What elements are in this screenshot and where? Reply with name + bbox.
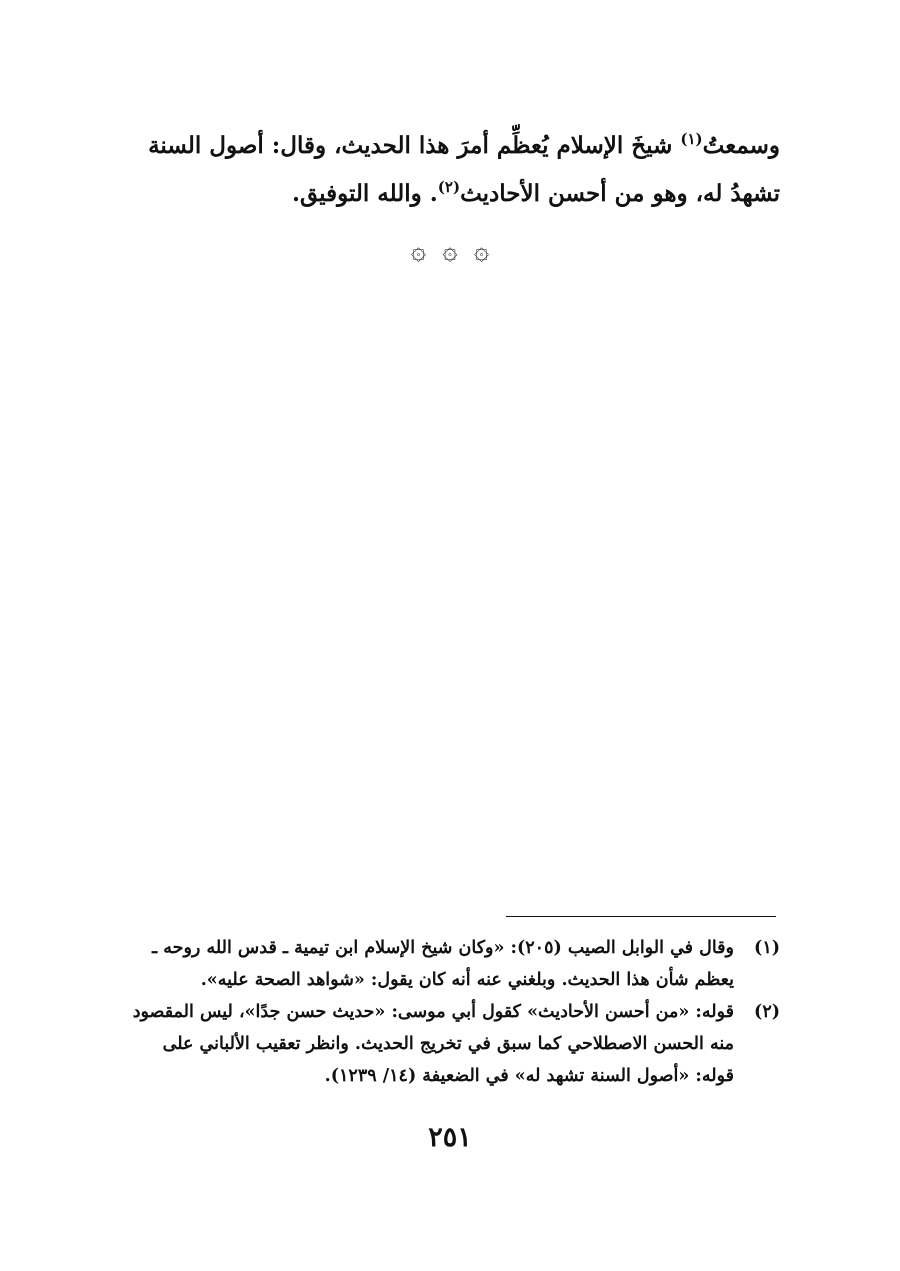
section-divider-ornaments [0, 236, 900, 266]
footnote-reference-1: (١) [680, 130, 703, 148]
main-line-2-end: . والله التوفيق. [291, 180, 438, 207]
ornament-icon: ۞ [442, 236, 458, 266]
main-line-2-start: تشهدُ له، وهو من أحسن الأحاديث [460, 180, 780, 207]
footnote-1-number: (١) [754, 938, 780, 958]
main-line-1-start: وسمعتُ [702, 132, 780, 159]
main-paragraph [112, 122, 780, 218]
main-line-1 [112, 122, 780, 170]
main-line-2 [112, 170, 780, 218]
footnote-2 [112, 996, 780, 1092]
footnotes-section [112, 932, 780, 1092]
footnote-2-number: (٢) [754, 1002, 780, 1022]
footnote-1-body [112, 932, 734, 996]
ornament-icon: ۞ [473, 236, 490, 266]
footnote-1-line-1: وقال في الوابل الصيب (٢٠٥): «وكان شيخ الإسلام ابن تيمية ـ قدس الله روحه ـ [152, 938, 734, 958]
footnote-2-line-1: قوله: «من أحسن الأحاديث» كقول أبي موسى: «حديث حسن جدًا»، ليس المقصود [132, 1002, 734, 1022]
footnote-reference-2: (٢) [437, 178, 461, 196]
footnote-2-line-2: منه الحسن الاصطلاحي كما سبق في تخريج الحديث. وانظر تعقيب الألباني على [162, 1034, 734, 1054]
footnote-separator-rule [506, 916, 776, 917]
footnote-2-body [112, 996, 734, 1092]
footnote-1 [112, 932, 780, 996]
main-line-1-end: شيخَ الإسلام يُعظِّم أمرَ هذا الحديث، وقال: أصول السنة [148, 132, 681, 159]
page-number: ٢٥١ [428, 1122, 472, 1153]
footnote-2-line-3: قوله: «أصول السنة تشهد له» في الضعيفة (١٤/ ١٢٣٩). [324, 1066, 734, 1086]
ornament-icon: ۞ [410, 236, 427, 266]
footnote-1-line-2: يعظم شأن هذا الحديث. وبلغني عنه أنه كان يقول: «شواهد الصحة عليه». [200, 970, 734, 990]
